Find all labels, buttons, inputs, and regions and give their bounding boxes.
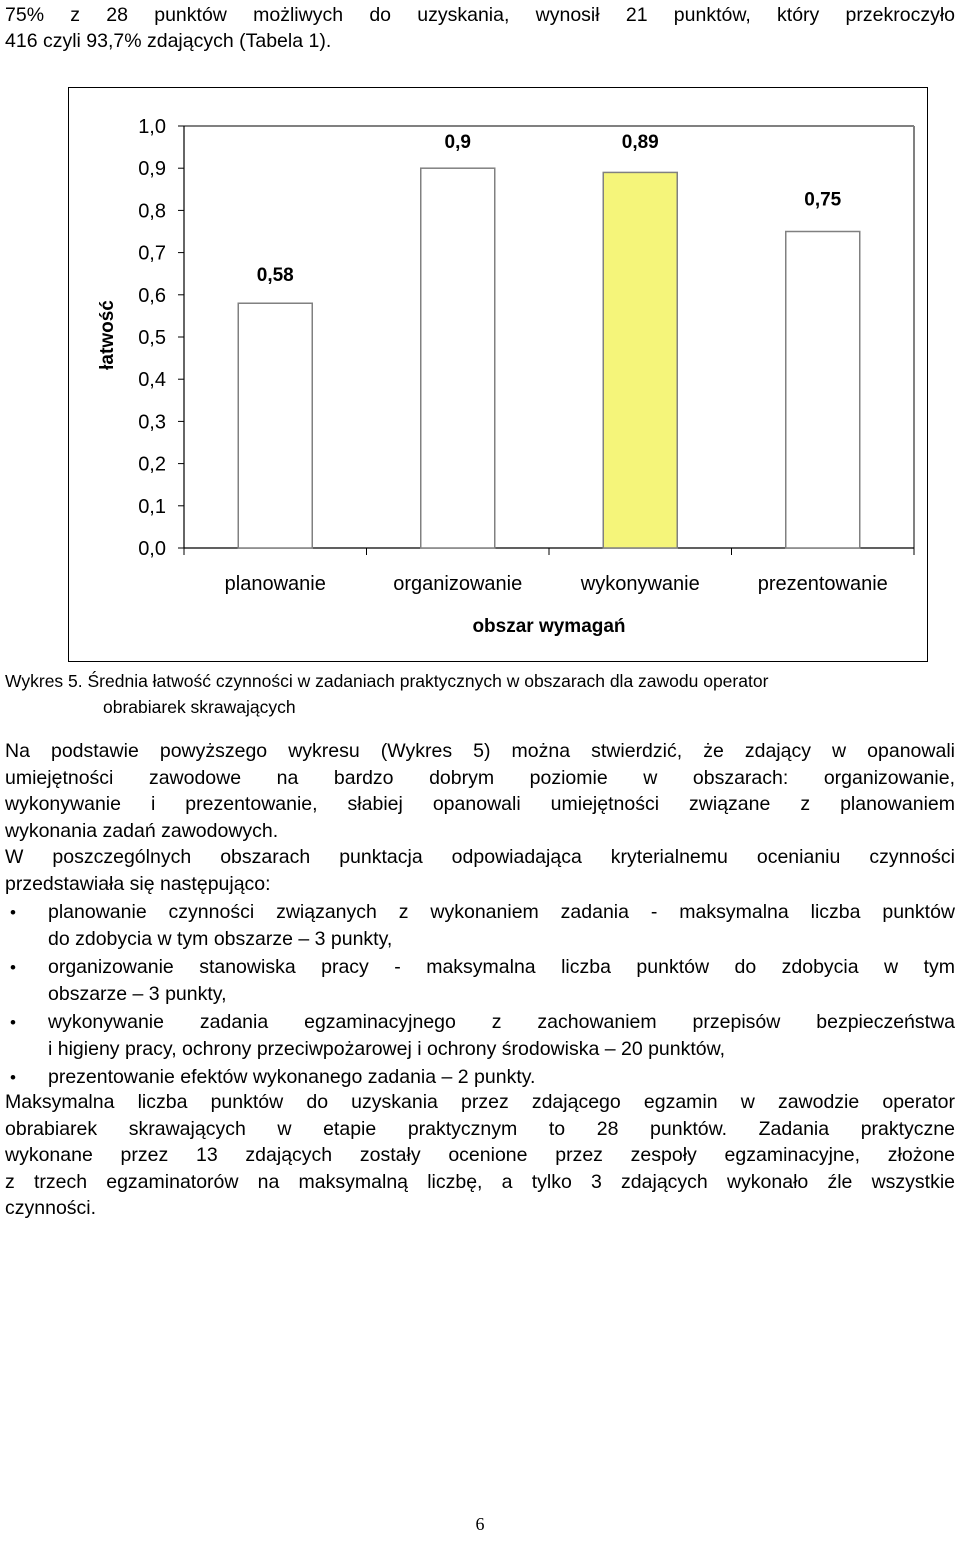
x-tick-label: organizowanie xyxy=(393,573,523,595)
paragraph-line: Maksymalna liczba punktów do uzyskania przez zdającego egzamin w zawodzie operator xyxy=(5,1091,955,1113)
bar-wykonywanie xyxy=(603,172,677,548)
bullet-icon: • xyxy=(10,1068,16,1087)
list-item xyxy=(48,954,955,1007)
list-item-line: planowanie czynności związanych z wykonaniem zadania - maksymalna liczba punktów xyxy=(48,901,955,923)
intro-line-2: 416 czyli 93,7% zdających (Tabela 1). xyxy=(5,30,332,52)
y-tick-label: 0,0 xyxy=(138,538,166,560)
list-item-line: wykonywanie zadania egzaminacyjnego z zachowaniem przepisów bezpieczeństwa xyxy=(48,1011,955,1033)
list-item-line: prezentowanie efektów wykonanego zadania – 2 punkty. xyxy=(48,1066,536,1088)
bar-organizowanie xyxy=(421,168,495,548)
bullet-icon: • xyxy=(10,1013,16,1032)
y-tick-label: 0,6 xyxy=(138,284,166,307)
paragraph-summary xyxy=(5,738,955,844)
list-item-line: organizowanie stanowiska pracy - maksymalna liczba punktów do zdobycia w tym xyxy=(48,956,955,978)
data-label-planowanie: 0,58 xyxy=(256,265,294,287)
bar-planowanie xyxy=(238,303,312,548)
paragraph-conclusion xyxy=(5,1089,955,1222)
list-item-line: do zdobycia w tym obszarze – 3 punkty, xyxy=(48,927,393,950)
paragraph-line: W poszczególnych obszarach punktacja odpowiadająca kryterialnemu ocenianiu czynności xyxy=(5,846,955,868)
y-tick-label: 0,3 xyxy=(138,411,166,434)
y-tick-label: 0,2 xyxy=(138,453,166,476)
bar-prezentowanie xyxy=(786,232,860,549)
paragraph-line: umiejętności zawodowe na bardzo dobrym poziomie w obszarach: organizowanie, xyxy=(5,766,955,789)
paragraph-line: z trzech egzaminatorów na maksymalną liczbę, a tylko 3 zdających wykonało źle wszystkie xyxy=(5,1170,955,1193)
paragraph-line: obrabiarek skrawających w etapie praktycznym to 28 punktów. Zadania praktyczne xyxy=(5,1117,955,1140)
x-tick-label: wykonywanie xyxy=(580,573,700,595)
plot-area xyxy=(138,116,914,595)
x-axis-label: obszar wymagań xyxy=(472,616,626,637)
figure-caption-line-2: obrabiarek skrawających xyxy=(103,697,296,717)
data-label-wykonywanie: 0,89 xyxy=(621,132,659,153)
figure-caption-line-1: Wykres 5. Średnia łatwość czynności w zadaniach praktycznych w obszarach dla zawodu operator xyxy=(5,671,769,691)
y-tick-label: 0,8 xyxy=(138,200,166,223)
paragraph-line: przedstawiała się następująco: xyxy=(5,872,271,895)
y-tick-label: 0,7 xyxy=(138,242,166,265)
page-number: 6 xyxy=(475,1514,485,1534)
x-tick-label: prezentowanie xyxy=(757,573,888,595)
list-item-line: i higieny pracy, ochrony przeciwpożarowej i ochrony środowiska – 20 punktów, xyxy=(48,1037,726,1060)
y-tick-label: 0,1 xyxy=(138,495,166,518)
list-item xyxy=(48,899,955,952)
paragraph-line: wykonane przez 13 zdających zostały ocenione przez zespoły egzaminacyjne, złożone xyxy=(5,1144,955,1166)
paragraph-line: Na podstawie powyższego wykresu (Wykres 5) można stwierdzić, że zdający w opanowali xyxy=(5,740,955,762)
list-item xyxy=(48,1064,955,1091)
paragraph-scoring-intro xyxy=(5,844,955,897)
y-tick-label: 0,4 xyxy=(138,369,166,392)
list-item xyxy=(48,1009,955,1062)
paragraph-line: czynności. xyxy=(5,1197,97,1219)
y-tick-label: 0,5 xyxy=(138,327,166,349)
paragraph-line: wykonywanie i prezentowanie, słabiej opanowali umiejętności związane z planowaniem xyxy=(5,793,955,815)
list-item-line: obszarze – 3 punkty, xyxy=(48,982,227,1005)
data-label-organizowanie: 0,9 xyxy=(444,132,471,153)
intro-line-1: 75% z 28 punktów możliwych do uzyskania, wynosił 21 punktów, który przekroczyło xyxy=(5,4,955,26)
bullet-icon: • xyxy=(10,958,16,977)
bullet-icon: • xyxy=(10,903,16,922)
y-tick-label: 1,0 xyxy=(138,116,166,138)
y-axis-label: łatwość xyxy=(97,300,118,370)
data-label-prezentowanie: 0,75 xyxy=(804,189,842,211)
y-tick-label: 0,9 xyxy=(138,158,166,181)
chart-frame xyxy=(68,87,928,662)
paragraph-line: wykonania zadań zawodowych. xyxy=(5,819,279,842)
bar-chart xyxy=(69,88,929,663)
x-tick-label: planowanie xyxy=(224,573,326,595)
